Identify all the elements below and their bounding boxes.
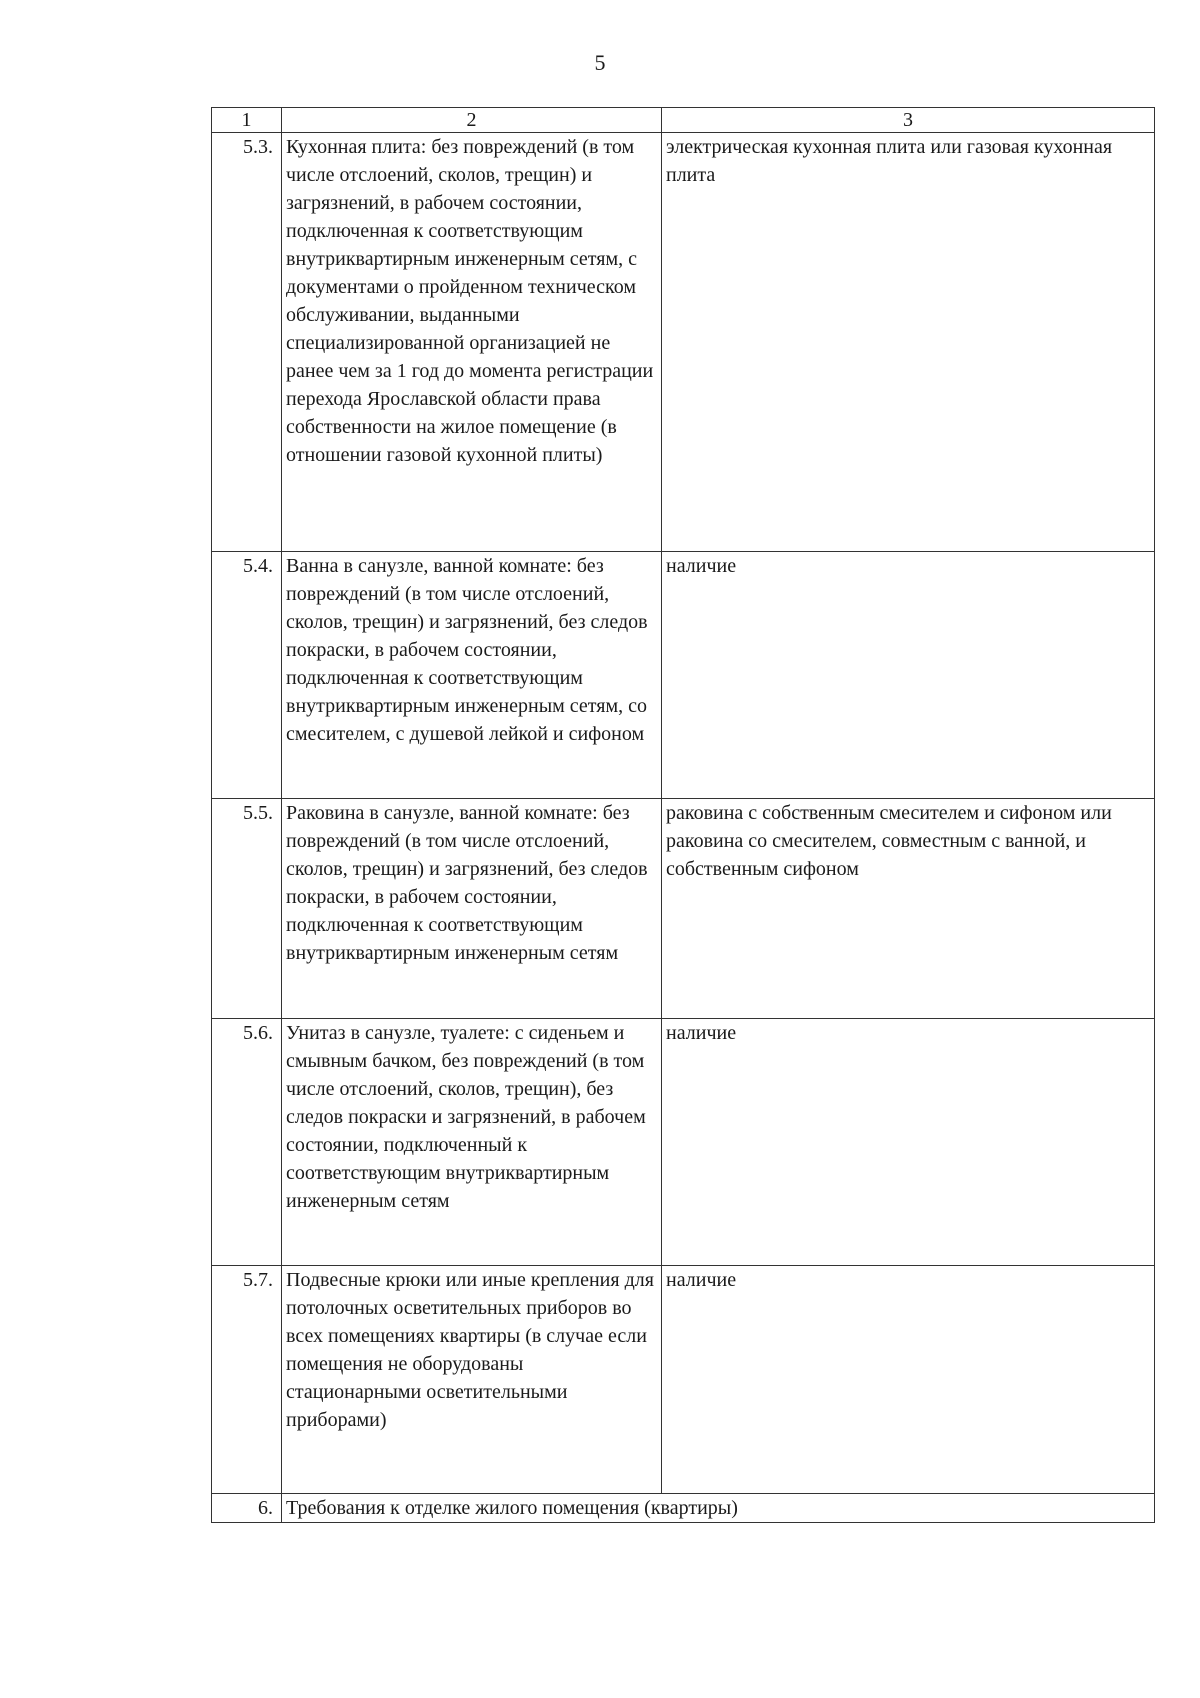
value-cell: наличие [662,552,1155,799]
requirement-cell: Подвесные крюки или иные крепления для потолочных осветительных приборов во всех помещениях квартиры (в случае если помещения не оборудованы стационарными осветительными приборами) [282,1266,662,1494]
row-number: 5.5. [212,799,282,1019]
value-cell: наличие [662,1266,1155,1494]
table-row [212,552,1155,799]
section-number: 6. [212,1494,282,1523]
requirement-cell: Кухонная плита: без повреждений (в том числе отслоений, сколов, трещин) и загрязнений, в рабочем состоянии, подключенная к соответствующим внутриквартирным инженерным сетям, с документами о пройденном техническом обслуживании, выданными специализированной организацией не ранее чем за 1 год до момента регистрации перехода Ярославской области права собственности на жилое помещение (в отношении газовой кухонной плиты) [282,133,662,552]
column-header: 1 [212,108,282,133]
table-row [212,1266,1155,1494]
table-row [212,1019,1155,1266]
column-header: 3 [662,108,1155,133]
requirement-cell: Ванна в санузле, ванной комнате: без повреждений (в том числе отслоений, сколов, трещин) и загрязнений, без следов покраски, в рабочем состоянии, подключенная к соответствующим внутриквартирным инженерным сетям, со смесителем, с душевой лейкой и сифоном [282,552,662,799]
table-header-row [212,108,1155,133]
row-number: 5.6. [212,1019,282,1266]
table-row [212,133,1155,552]
value-cell: наличие [662,1019,1155,1266]
table-row [212,799,1155,1019]
section-row [212,1494,1155,1523]
requirement-cell: Раковина в санузле, ванной комнате: без повреждений (в том числе отслоений, сколов, трещин) и загрязнений, без следов покраски, в рабочем состоянии, подключенная к соответствующим внутриквартирным инженерным сетям [282,799,662,1019]
row-number: 5.4. [212,552,282,799]
requirements-table [211,107,1155,1523]
requirement-cell: Унитаз в санузле, туалете: с сиденьем и смывным бачком, без повреждений (в том числе отслоений, сколов, трещин), без следов покраски и загрязнений, в рабочем состоянии, подключенный к соответствующим внутриквартирным инженерным сетям [282,1019,662,1266]
row-number: 5.7. [212,1266,282,1494]
row-number: 5.3. [212,133,282,552]
page-number: 5 [594,50,606,75]
section-title: Требования к отделке жилого помещения (квартиры) [282,1494,1155,1523]
value-cell: раковина с собственным смесителем и сифоном или раковина со смесителем, совместным с ванной, и собственным сифоном [662,799,1155,1019]
column-header: 2 [282,108,662,133]
value-cell: электрическая кухонная плита или газовая кухонная плита [662,133,1155,552]
